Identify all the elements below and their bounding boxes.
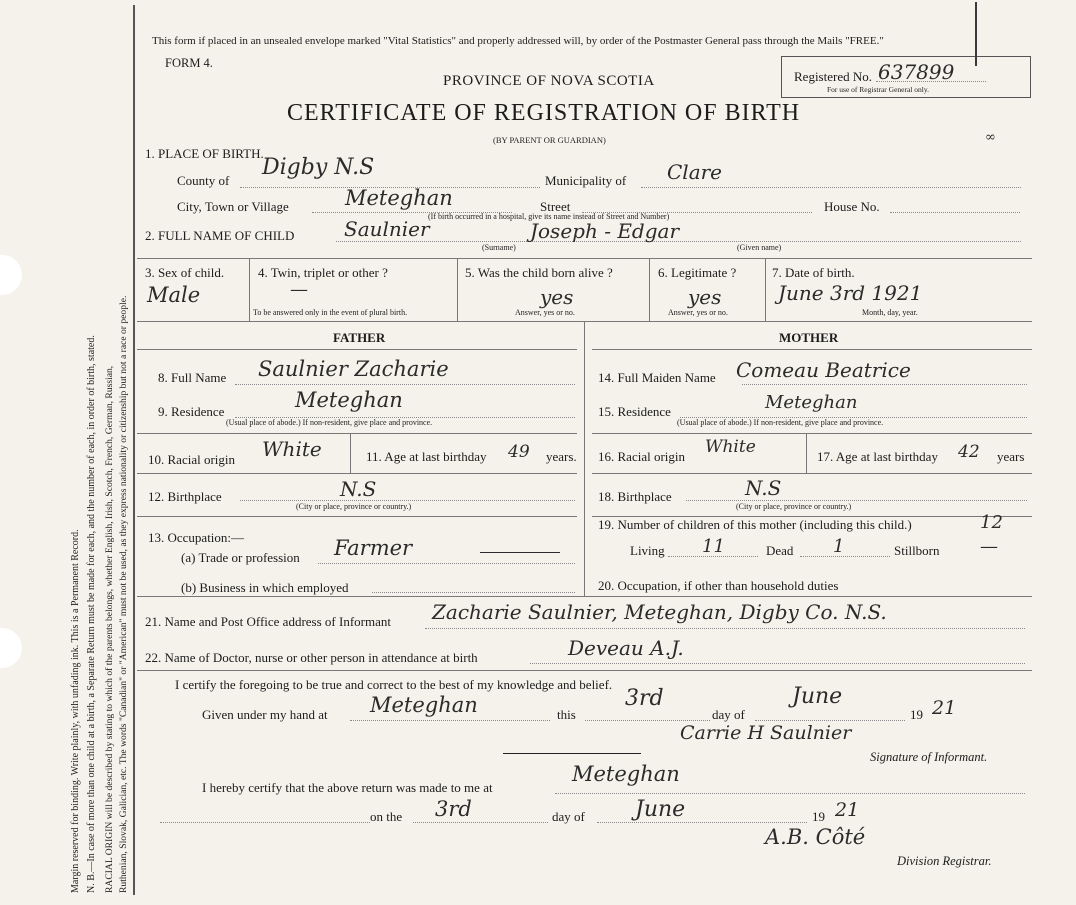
child-name-label: 2. FULL NAME OF CHILD bbox=[145, 228, 295, 243]
city-value: Meteghan bbox=[345, 186, 453, 210]
rule-top-details bbox=[137, 258, 1032, 259]
father-age-unit: years. bbox=[546, 449, 577, 464]
certify-statement: I certify the foregoing to be true and correct to the best of my knowledge and belief. bbox=[175, 677, 613, 692]
mother-occupation-label: 20. Occupation, if other than household duties bbox=[598, 578, 839, 593]
dead-label: Dead bbox=[766, 543, 794, 558]
hospital-note: (If birth occurred in a hospital, give its name instead of Street and Number) bbox=[428, 212, 670, 221]
municipality-value: Clare bbox=[667, 160, 723, 184]
registration-mark bbox=[975, 2, 977, 66]
registered-label: Registered No. bbox=[794, 69, 872, 84]
father-name-value: Saulnier Zacharie bbox=[258, 357, 449, 381]
registrar-year-value: 21 bbox=[835, 799, 860, 821]
informant-label: 21. Name and Post Office address of Informant bbox=[145, 614, 391, 629]
mother-heading: MOTHER bbox=[779, 330, 839, 345]
living-value: 11 bbox=[702, 536, 725, 557]
signature-caption: Signature of Informant. bbox=[870, 750, 988, 764]
registrar-caption: Division Registrar. bbox=[897, 854, 992, 868]
given-caption: (Given name) bbox=[737, 243, 782, 252]
given-under-hand-label: Given under my hand at bbox=[202, 707, 328, 722]
twin-label: 4. Twin, triplet or other ? bbox=[258, 265, 388, 280]
house-label: House No. bbox=[824, 199, 880, 214]
certify-year-value: 21 bbox=[932, 697, 957, 719]
registrar-signature: A.B. Côté bbox=[765, 825, 866, 849]
city-label: City, Town or Village bbox=[177, 199, 289, 214]
binding-hole-top bbox=[0, 255, 22, 295]
registered-number: 637899 bbox=[878, 60, 955, 84]
informant-value: Zacharie Saulnier, Meteghan, Digby Co. N.S. bbox=[432, 600, 887, 624]
father-residence-label: 9. Residence bbox=[158, 404, 225, 419]
father-race-value: White bbox=[262, 437, 322, 461]
father-birthplace-label: 12. Birthplace bbox=[148, 489, 222, 504]
mother-race-label: 16. Racial origin bbox=[598, 449, 686, 464]
mother-residence-label: 15. Residence bbox=[598, 404, 671, 419]
registrar-year-prefix: 19 bbox=[812, 809, 825, 824]
mother-age-value: 42 bbox=[958, 442, 980, 462]
mother-residence-note: (Usual place of abode.) If non-resident, give place and province. bbox=[677, 418, 884, 427]
legitimate-value: yes bbox=[688, 285, 722, 309]
dob-label: 7. Date of birth. bbox=[772, 265, 855, 280]
county-value: Digby N.S bbox=[262, 155, 375, 180]
margin-note-3: RACIAL ORIGIN will be described by stating to which of the parents belongs, whether English, Irish, Scotch, French, German, Russian, bbox=[104, 365, 115, 893]
children-count-label: 19. Number of children of this mother (including this child.) bbox=[598, 517, 912, 532]
certify-day-of-label: day of bbox=[712, 707, 745, 722]
doctor-label: 22. Name of Doctor, nurse or other person in attendance at birth bbox=[145, 650, 478, 665]
mother-race-value: White bbox=[705, 437, 756, 457]
margin-note-4: Ruthenian, Slovak, Galician, etc. The words "Canadian" or "American" must not be used, as they express nationality or citizenship but not a race or people. bbox=[118, 295, 129, 893]
parents-divider bbox=[584, 321, 585, 596]
mother-age-label: 17. Age at last birthday bbox=[817, 449, 938, 464]
child-surname-value: Saulnier bbox=[344, 217, 430, 241]
mother-birthplace-label: 18. Birthplace bbox=[598, 489, 672, 504]
mother-birthplace-note: (City or place, province or country.) bbox=[736, 502, 852, 511]
mother-name-label: 14. Full Maiden Name bbox=[598, 370, 716, 385]
doctor-value: Deveau A.J. bbox=[568, 636, 684, 660]
informant-signature: Carrie H Saulnier bbox=[680, 722, 852, 744]
registrar-use-note: For use of Registrar General only. bbox=[827, 85, 929, 94]
given-place-value: Meteghan bbox=[370, 693, 478, 717]
sex-value: Male bbox=[147, 283, 201, 307]
registrar-statement: I hereby certify that the above return was made to me at bbox=[202, 780, 493, 795]
registrar-month-value: June bbox=[635, 797, 686, 822]
registrar-scribble: ∞ bbox=[985, 130, 996, 145]
father-residence-note: (Usual place of abode.) If non-resident, give place and province. bbox=[226, 418, 433, 427]
registrar-place-value: Meteghan bbox=[572, 762, 680, 786]
registration-box bbox=[781, 56, 1031, 98]
mother-residence-value: Meteghan bbox=[765, 392, 858, 413]
legitimate-note: Answer, yes or no. bbox=[668, 308, 728, 317]
section-separator bbox=[503, 753, 641, 754]
stillborn-value: — bbox=[980, 536, 998, 557]
province-heading: PROVINCE OF NOVA SCOTIA bbox=[443, 73, 655, 89]
living-label: Living bbox=[630, 543, 665, 558]
form-number: FORM 4. bbox=[165, 56, 213, 70]
margin-note-2: N. B.—In case of more than one child at a birth, a Separate Return must be made for each, and the number of each, in order of birth, stated. bbox=[86, 335, 97, 893]
trade-value: Farmer bbox=[334, 536, 413, 560]
stillborn-label: Stillborn bbox=[894, 543, 940, 558]
father-age-label: 11. Age at last birthday bbox=[366, 449, 487, 464]
father-birthplace-note: (City or place, province or country.) bbox=[296, 502, 412, 511]
child-given-value: Joseph - Edgar bbox=[530, 219, 680, 243]
twin-value: — bbox=[290, 279, 308, 300]
father-name-label: 8. Full Name bbox=[158, 370, 227, 385]
surname-caption: (Surname) bbox=[482, 243, 516, 252]
trade-label: (a) Trade or profession bbox=[181, 550, 300, 565]
postal-note: This form if placed in an unsealed envelope marked "Vital Statistics" and properly addressed will, by order of the Postmaster General pass through the Mails "FREE." bbox=[152, 35, 884, 47]
dob-value: June 3rd 1921 bbox=[778, 281, 923, 305]
mother-birthplace-value: N.S bbox=[745, 476, 782, 500]
father-residence-value: Meteghan bbox=[295, 388, 403, 412]
on-the-label: on the bbox=[370, 809, 403, 824]
certificate-title: CERTIFICATE OF REGISTRATION OF BIRTH bbox=[287, 100, 801, 126]
place-of-birth-label: 1. PLACE OF BIRTH. bbox=[145, 146, 264, 161]
municipality-label: Municipality of bbox=[545, 173, 627, 188]
father-birthplace-value: N.S bbox=[340, 477, 377, 501]
certify-month-value: June bbox=[792, 684, 843, 709]
binding-hole-bottom bbox=[0, 628, 22, 668]
father-age-value: 49 bbox=[508, 442, 530, 462]
twin-note: To be answered only in the event of plural birth. bbox=[253, 308, 408, 317]
father-race-label: 10. Racial origin bbox=[148, 452, 236, 467]
county-label: County of bbox=[177, 173, 230, 188]
registrar-day-of-label: day of bbox=[552, 809, 585, 824]
certify-year-prefix: 19 bbox=[910, 707, 923, 722]
dob-note: Month, day, year. bbox=[862, 308, 918, 317]
mother-name-value: Comeau Beatrice bbox=[736, 358, 911, 382]
binding-margin-rule bbox=[133, 5, 135, 895]
street-label: Street bbox=[540, 199, 571, 214]
alive-note: Answer, yes or no. bbox=[515, 308, 575, 317]
mother-age-unit: years bbox=[997, 449, 1025, 464]
dead-value: 1 bbox=[833, 536, 845, 557]
father-heading: FATHER bbox=[333, 330, 386, 345]
registrar-day-value: 3rd bbox=[435, 797, 472, 821]
this-label: this bbox=[557, 707, 576, 722]
alive-value: yes bbox=[540, 285, 574, 309]
margin-note-1: Margin reserved for binding. Write plainly, with unfading ink. This is a Permanent Record. bbox=[70, 529, 81, 893]
business-label: (b) Business in which employed bbox=[181, 580, 349, 595]
certificate-subtitle: (BY PARENT OR GUARDIAN) bbox=[493, 135, 606, 145]
father-occupation-label: 13. Occupation:— bbox=[148, 530, 245, 545]
certify-day-value: 3rd bbox=[625, 686, 664, 711]
alive-label: 5. Was the child born alive ? bbox=[465, 265, 613, 280]
children-count-value: 12 bbox=[980, 512, 1003, 533]
sex-label: 3. Sex of child. bbox=[145, 265, 225, 280]
legitimate-label: 6. Legitimate ? bbox=[658, 265, 737, 280]
